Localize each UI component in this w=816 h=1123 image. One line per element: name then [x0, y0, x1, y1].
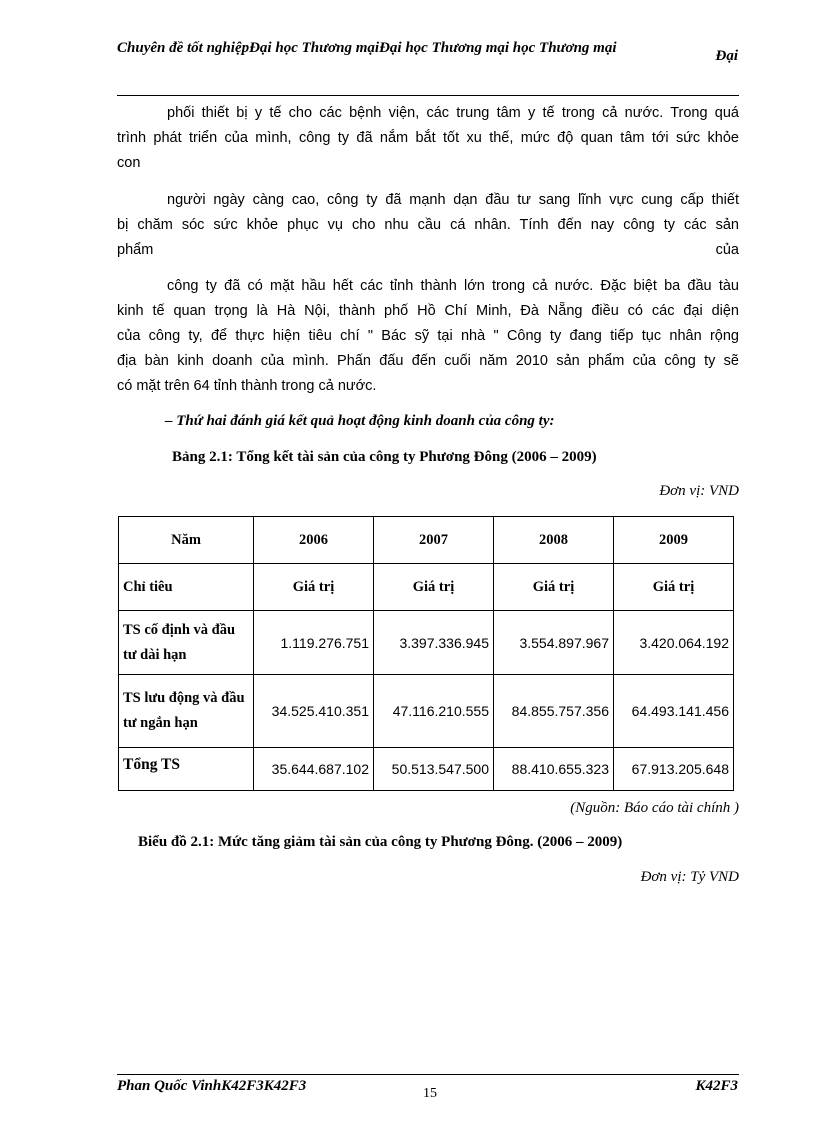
text-line: kinh tế quan trọng là Hà Nội, thành phố Hồ Chí Minh, Đà Nẵng điều có các đại diện	[117, 303, 739, 319]
cell-value: 3.397.336.945	[374, 611, 494, 675]
year-2009-header: 2009	[614, 517, 734, 564]
table-row	[119, 611, 734, 675]
text-line: công ty đã có mặt hầu hết các tỉnh thành lớn trong cả nước. Đặc biệt ba đầu tàu	[167, 278, 739, 294]
source-note: (Nguồn: Báo cáo tài chính )	[570, 800, 739, 816]
cell-value: 34.525.410.351	[254, 675, 374, 748]
text-line: có mặt trên 64 tỉnh thành trong cả nước.	[117, 378, 377, 394]
cell-value: 88.410.655.323	[494, 748, 614, 791]
cell-value: 50.513.547.500	[374, 748, 494, 791]
text-line: người ngày càng cao, công ty đã mạnh dạn đầu tư sang lĩnh vực cung cấp thiết	[167, 192, 739, 208]
cell-value: 3.554.897.967	[494, 611, 614, 675]
cell-value: 1.119.276.751	[254, 611, 374, 675]
text-line: địa bàn kinh doanh của mình. Phấn đấu đến cuối năm 2010 sản phẩm của công ty sẽ	[117, 353, 739, 369]
text-line: của công ty, để thực hiện tiêu chí " Bác sỹ tại nhà " Công ty đang tiếp tục nhân rộng	[117, 328, 739, 344]
running-header-right: Đại	[715, 48, 738, 64]
table-row	[119, 675, 734, 748]
chart-caption: Biểu đồ 2.1: Mức tăng giảm tài sản của công ty Phương Đông. (2006 – 2009)	[138, 834, 623, 850]
value-header: Giá trị	[254, 564, 374, 611]
year-2007-header: 2007	[374, 517, 494, 564]
footer-class: K42F3	[695, 1078, 738, 1094]
row-label: TS cố định và đầu tư dài hạn	[119, 611, 254, 675]
text-line: phẩm của	[117, 242, 739, 258]
table-row	[119, 748, 734, 791]
section-heading: – Thứ hai đánh giá kết quả hoạt động kinh doanh của công ty:	[165, 413, 555, 429]
row-label: TS lưu động và đầu tư ngắn hạn	[119, 675, 254, 748]
table-subheader-row	[119, 564, 734, 611]
year-header: Năm	[119, 517, 254, 564]
cell-value: 67.913.205.648	[614, 748, 734, 791]
page-number: 15	[423, 1086, 437, 1101]
table-unit: Đơn vị: VND	[659, 483, 739, 499]
asset-summary-table	[118, 516, 734, 791]
year-2008-header: 2008	[494, 517, 614, 564]
cell-value: 84.855.757.356	[494, 675, 614, 748]
year-2006-header: 2006	[254, 517, 374, 564]
paragraph-2	[117, 188, 739, 263]
text-line: bị chăm sóc sức khỏe phục vụ cho nhu cầu cá nhân. Tính đến nay công ty các sản	[117, 217, 739, 233]
value-header: Giá trị	[614, 564, 734, 611]
table-header-row	[119, 517, 734, 564]
cell-value: 64.493.141.456	[614, 675, 734, 748]
header-rule	[117, 95, 739, 96]
running-header-title: Chuyên đề tốt nghiệpĐại học Thương mạiĐại học Thương mại học Thương mại	[117, 40, 617, 56]
chart-unit: Đơn vị: Tỷ VND	[640, 869, 739, 885]
cell-value: 35.644.687.102	[254, 748, 374, 791]
value-header: Giá trị	[374, 564, 494, 611]
text-line: con	[117, 155, 141, 171]
cell-value: 3.420.064.192	[614, 611, 734, 675]
row-label: Tổng TS	[119, 748, 254, 791]
value-header: Giá trị	[494, 564, 614, 611]
paragraph-1	[117, 101, 739, 176]
footer-author: Phan Quốc VinhK42F3K42F3	[117, 1078, 307, 1094]
text-line: phối thiết bị y tế cho các bệnh viện, các trung tâm y tế trong cả nước. Trong quá	[167, 105, 739, 121]
paragraph-3	[117, 274, 739, 399]
metric-header: Chỉ tiêu	[119, 564, 254, 611]
cell-value: 47.116.210.555	[374, 675, 494, 748]
footer-rule	[117, 1074, 739, 1075]
text-line: trình phát triển của mình, công ty đã nắm bắt tốt xu thế, mức độ quan tâm tới sức khỏe	[117, 130, 739, 146]
table-caption: Bảng 2.1: Tổng kết tài sản của công ty Phương Đông (2006 – 2009)	[172, 449, 597, 465]
